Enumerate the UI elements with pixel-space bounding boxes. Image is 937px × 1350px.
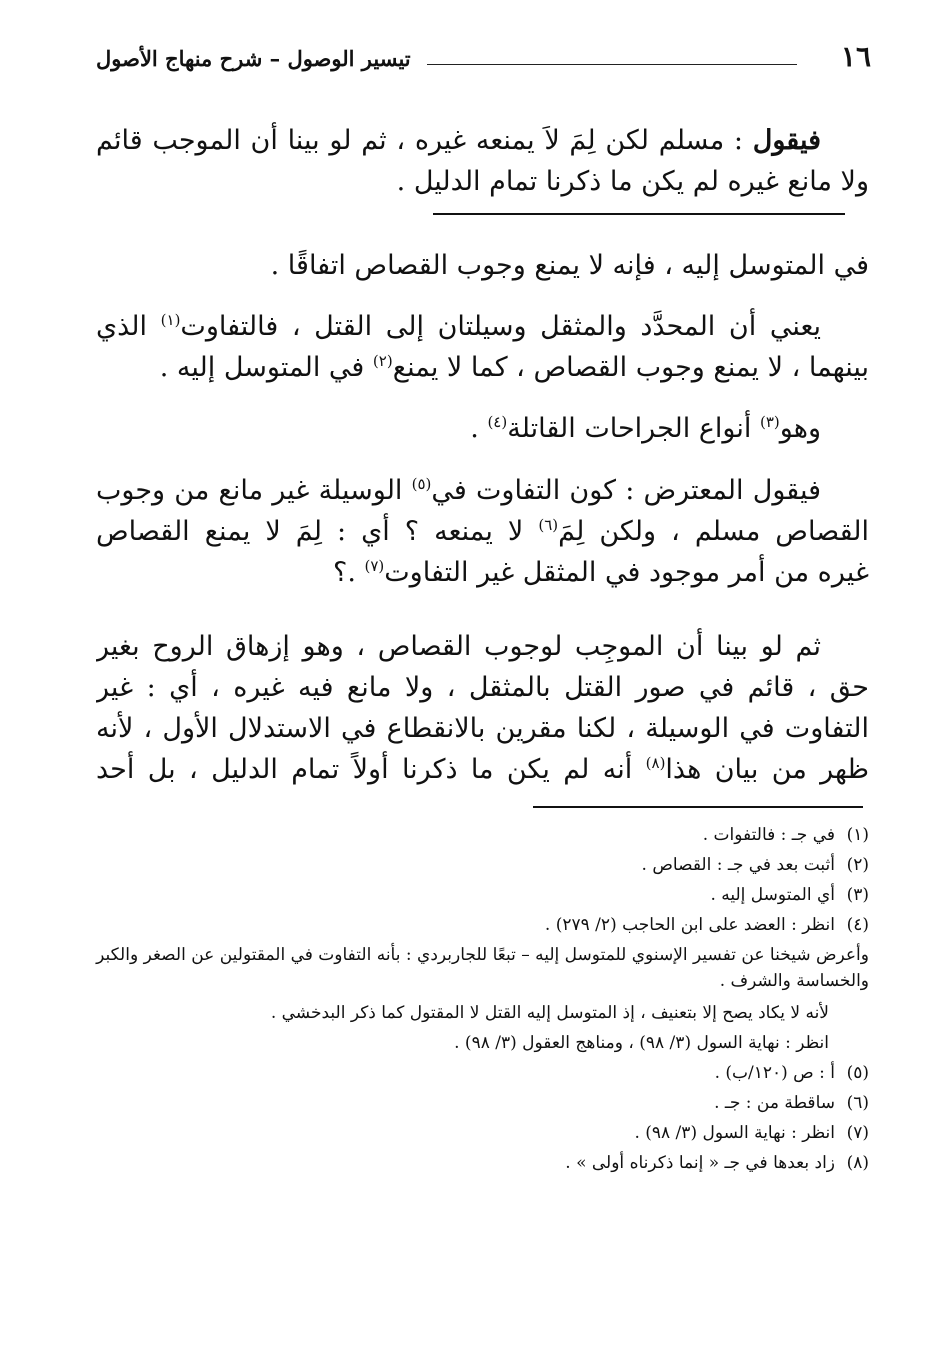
line-text: يعني أن المحدَّد والمثقل وسيلتان إلى القتل ، فالتفاوت [180,311,822,342]
line-text: غيره من أمر موجود في المثقل غير التفاوت [384,557,869,588]
line-text: .؟ [332,557,365,588]
paragraph-line [96,552,869,593]
footnote-item [96,910,869,940]
footnote-marker: (٢) [372,352,393,370]
footnote-text: في جـ : فالتفوات . [702,825,835,845]
paragraph-1 [96,120,869,202]
page-header [96,36,871,86]
paragraph-line: ثم لو بينا أن الموجِب لوجوب القصاص ، وهو إزهاق الروح بغير [96,631,821,662]
footnote-item [96,820,869,850]
line-text: الوسيلة غير مانع من وجوب [96,475,412,506]
footnote-text: انظر : العضد على ابن الحاجب (٢/ ٢٧٩) . [544,915,835,935]
footnote-number: (٥) [846,1063,869,1083]
paragraph-2 [96,245,869,286]
paragraph-line [96,749,869,790]
paragraph-line: حق ، قائم في صور القتل بالمثقل ، ولا مانع فيه غيره ، أي : غير [96,672,869,703]
footnote-marker: (٥) [411,475,432,493]
footnote-marker: (٤) [487,413,508,431]
footnote-number: (٣) [846,885,869,905]
line-text: وهو [779,413,821,444]
footnote-item [96,1088,869,1118]
running-title: تيسير الوصول – شرح منهاج الأصول [96,46,411,71]
header-rule [427,64,797,65]
line-text: بينهما ، لا يمنع وجوب القصاص ، كما لا يمنع [392,352,869,383]
line-text: الذي [96,311,161,342]
footnote-number: (٤) [846,915,869,935]
paragraph-line [96,306,869,347]
footnote-marker: (٨) [645,754,666,772]
line-text: . [470,413,488,444]
paragraph-line: التفاوت في الوسيلة ، لكنا مقرين بالانقطاع في الاستدلال الأول ، لأنه [96,713,869,744]
line-text: في المتوسل إليه . [159,352,373,383]
paragraph-3 [96,306,869,388]
paragraph-line: في المتوسل إليه ، فإنه لا يمنع وجوب القصاص اتفاقًا . [270,250,869,281]
footnote-number: (٨) [846,1153,869,1173]
footnote-number: (١) [846,825,869,845]
footnote-marker: (٧) [364,557,385,575]
footnote-continuation: انظر : نهاية السول (٣/ ٩٨) ، ومناهج العقول (٣/ ٩٨) . [454,1033,829,1053]
line-text: لا يمنعه ؟ أي : لِمَ لا يمنع القصاص [96,516,539,547]
footnote-item [96,1118,869,1148]
footnote-item [96,1148,869,1178]
paragraph-5 [96,470,869,593]
footnote-number: (٢) [846,855,869,875]
paragraph-4 [96,408,869,449]
lead-word: فيقول [752,125,821,156]
footnote-number: (٦) [846,1093,869,1113]
footnote-marker: (٣) [759,413,780,431]
paragraph-line [96,470,869,511]
underline-rule [433,213,845,215]
paragraph-6 [96,626,869,790]
footnote-marker: (٦) [538,516,559,534]
footnote-text: أثبت بعد في جـ : القصاص . [641,855,835,875]
footnote-marker: (١) [160,311,181,329]
footnote-text: أ : ص (١٢٠/ب) . [714,1063,835,1083]
paragraph-line [96,511,869,552]
footnote-continuation: وأعرض شيخنا عن تفسير الإسنوي للمتوسل إليه – تبعًا للجاربردي : بأنه التفاوت في المقتولين عن الصغر والكبر والخساسة والشرف . [96,945,869,991]
line-text: فيقول المعترض : كون التفاوت في [431,475,821,506]
page-number: ١٦ [840,40,871,73]
footnote-item [96,850,869,880]
footnote-text: انظر : نهاية السول (٣/ ٩٨) . [634,1123,835,1143]
line-text: : مسلم لكن لِمَ لاَ يمنعه غيره ، ثم لو بينا أن الموجب قائم [96,125,753,156]
line-text: أنواع الجراحات القاتلة [507,413,760,444]
paragraph-line [96,120,869,161]
footnote-item [96,880,869,910]
footnote-text: زاد بعدها في جـ « إنما ذكرناه أولى » . [565,1153,835,1173]
line-text: أنه لم يكن ما ذكرنا أولاً تمام الدليل ، بل أحد [96,754,646,785]
footnote-continuation: لأنه لا يكاد يصح إلا بتعنيف ، إذ المتوسل إليه القتل لا المقتول كما ذكر البدخشي . [270,1003,829,1023]
line-text: ظهر من بيان هذا [665,754,869,785]
paragraph-line [96,408,869,449]
footnote-text: أي المتوسل إليه . [710,885,835,905]
paragraph-line [96,347,869,388]
footnote-item [96,1058,869,1088]
underline-rule [533,806,863,808]
footnotes [96,820,869,1178]
footnote-number: (٧) [846,1123,869,1143]
footnote-text: ساقطة من : جـ . [714,1093,835,1113]
line-text: القصاص مسلم ، ولكن لِمَ [558,516,869,547]
paragraph-line: ولا مانع غيره لم يكن ما ذكرنا تمام الدليل . [396,166,869,197]
